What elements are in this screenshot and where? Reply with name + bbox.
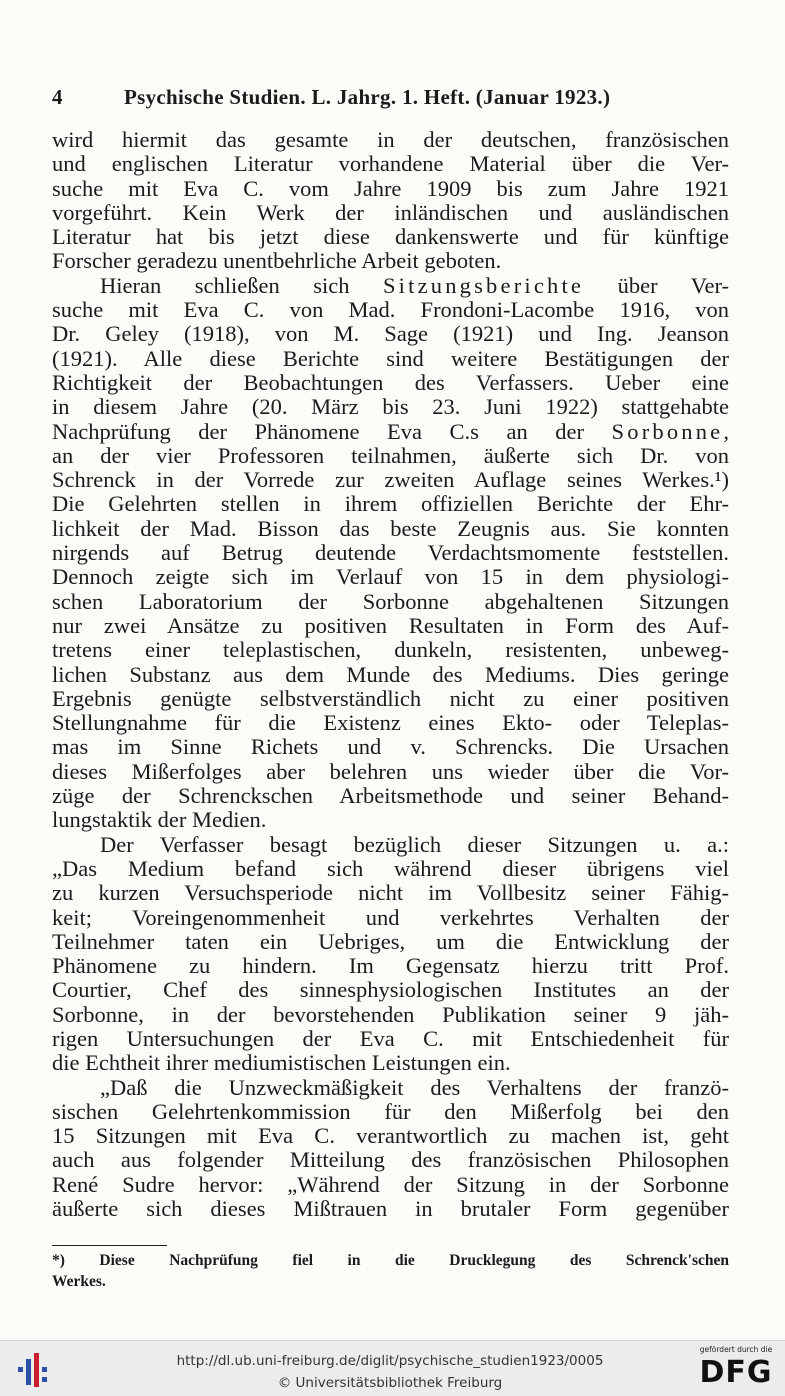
text-line: äußerte sich dieses Mißtrauen in brutaler Form gegenüber bbox=[52, 1197, 729, 1222]
text-line: (1921). Alle diese Berichte sind weitere Bestätigungen der bbox=[52, 346, 729, 371]
footnote-line: *) Diese Nachprüfung fiel in die Drucklegung des Schrenck'schen bbox=[52, 1252, 729, 1269]
text-line: schen Laboratorium der Sorbonne abgehaltenen Sitzungen bbox=[52, 589, 729, 614]
text-line: an der vier Professoren teilnahmen, äußerte sich Dr. von bbox=[52, 443, 729, 468]
text-line: Schrenck in der Vorrede zur zweiten Auflage seines Werkes.¹) bbox=[52, 468, 729, 493]
text-line bbox=[52, 274, 729, 298]
text-line: lichkeit der Mad. Bisson das beste Zeugnis aus. Sie konnten bbox=[52, 516, 729, 541]
dfg-wordmark: DFG bbox=[699, 1355, 773, 1390]
text-line: die Echtheit ihrer mediumistischen Leistungen ein. bbox=[52, 1051, 511, 1076]
dfg-logo bbox=[692, 1345, 780, 1393]
text-segment: Hieran schließen sich bbox=[100, 273, 383, 298]
text-line: Ergebnis genügte selbstverständlich nicht zu einer positiven bbox=[52, 686, 729, 711]
text-line: René Sudre hervor: „Während der Sitzung in der Sorbonne bbox=[52, 1172, 729, 1197]
text-line: Dr. Geley (1918), von M. Sage (1921) und Ing. Jeanson bbox=[52, 322, 729, 347]
text-line: „Daß die Unzweckmäßigkeit des Verhaltens der franzö- bbox=[100, 1075, 729, 1100]
text-line: rigen Untersuchungen der Eva C. mit Entschiedenheit für bbox=[52, 1026, 729, 1051]
dfg-funding-text: gefördert durch die bbox=[699, 1345, 773, 1354]
text-line: suche mit Eva C. von Mad. Frondoni-Lacombe 1916, von bbox=[52, 298, 729, 323]
text-line: „Das Medium befand sich während dieser übrigens viel bbox=[52, 856, 729, 881]
text-line: zu kurzen Versuchsperiode nicht im Vollbesitz seiner Fähig- bbox=[52, 881, 729, 906]
text-line: auch aus folgender Mitteilung des französischen Philosophen bbox=[52, 1148, 729, 1173]
text-line: vorgeführt. Kein Werk der inländischen und ausländischen bbox=[52, 200, 729, 225]
text-line: Teilnehmer taten ein Uebriges, um die Entwicklung der bbox=[52, 929, 729, 954]
text-line: sischen Gelehrtenkommission für den Mißerfolg bei den bbox=[52, 1099, 729, 1124]
text-line: Stellungnahme für die Existenz eines Ekto- oder Teleplas- bbox=[52, 711, 729, 736]
text-line: mas im Sinne Richets und v. Schrencks. Die Ursachen bbox=[52, 735, 729, 760]
text-line: züge der Schrenckschen Arbeitsmethode und seiner Behand- bbox=[52, 784, 729, 809]
text-line: Die Gelehrten stellen in ihrem offiziellen Berichte der Ehr- bbox=[52, 492, 729, 517]
text-line: nirgends auf Betrug deutende Verdachtsmomente feststellen. bbox=[52, 541, 729, 566]
footnote-rule bbox=[52, 1245, 167, 1246]
copyright-notice: © Universitätsbibliothek Freiburg bbox=[277, 1375, 503, 1391]
ub-freiburg-logo-icon bbox=[14, 1349, 54, 1389]
page-number: 4 bbox=[52, 85, 63, 109]
text-line: lungstaktik der Medien. bbox=[52, 808, 267, 833]
text-line: Courtier, Chef des sinnesphysiologischen Institutes an der bbox=[52, 978, 729, 1003]
text-segment: Nachprüfung der Phänomene Eva C.s an der bbox=[52, 419, 612, 444]
text-segment: , bbox=[723, 419, 729, 444]
footnote bbox=[52, 1250, 729, 1292]
viewer-footer bbox=[0, 1340, 785, 1396]
spaced-emphasis: Sitzungsberichte bbox=[382, 273, 585, 298]
text-line: 15 Sitzungen mit Eva C. verantwortlich zu machen ist, geht bbox=[52, 1124, 729, 1149]
text-segment: über Ver- bbox=[584, 273, 729, 298]
text-line: in diesem Jahre (20. März bis 23. Juni 1922) stattgehabte bbox=[52, 395, 729, 420]
text-line: Dennoch zeigte sich im Verlauf von 15 in dem physiologi- bbox=[52, 565, 729, 590]
text-line: nur zwei Ansätze zu positiven Resultaten in Form des Auf- bbox=[52, 613, 729, 638]
footnote-line: Werkes. bbox=[52, 1273, 106, 1290]
text-line: dieses Mißerfolges aber belehren uns wieder über die Vor- bbox=[52, 759, 729, 784]
text-line: keit; Voreingenommenheit und verkehrtes Verhalten der bbox=[52, 905, 729, 930]
text-line: Phänomene zu hindern. Im Gegensatz hierzu tritt Prof. bbox=[52, 954, 729, 979]
page-header bbox=[52, 85, 732, 113]
text-line: und englischen Literatur vorhandene Material über die Ver- bbox=[52, 152, 729, 177]
text-line: Literatur hat bis jetzt diese dankenswerte und für künftige bbox=[52, 225, 729, 250]
text-line: tretens einer teleplastischen, dunkeln, resistenten, unbeweg- bbox=[52, 638, 729, 663]
body-text bbox=[52, 128, 729, 1221]
document-url[interactable]: http://dl.ub.uni-freiburg.de/diglit/psychische_studien1923/0005 bbox=[176, 1353, 604, 1369]
text-line: Sorbonne, in der bevorstehenden Publikation seiner 9 jäh- bbox=[52, 1002, 729, 1027]
text-line bbox=[52, 420, 729, 444]
text-line: Richtigkeit der Beobachtungen des Verfassers. Ueber eine bbox=[52, 370, 729, 395]
text-line: Der Verfasser besagt bezüglich dieser Sitzungen u. a.: bbox=[100, 832, 729, 857]
text-line: lichen Substanz aus dem Munde des Mediums. Dies geringe bbox=[52, 662, 729, 687]
text-line: wird hiermit das gesamte in der deutschen, französischen bbox=[52, 128, 729, 152]
spaced-emphasis: Sorbonne bbox=[611, 419, 724, 444]
text-line: suche mit Eva C. vom Jahre 1909 bis zum Jahre 1921 bbox=[52, 176, 729, 201]
text-line: Forscher geradezu unentbehrliche Arbeit geboten. bbox=[52, 249, 502, 274]
running-title: Psychische Studien. L. Jahrg. 1. Heft. (Januar 1923.) bbox=[124, 85, 611, 109]
